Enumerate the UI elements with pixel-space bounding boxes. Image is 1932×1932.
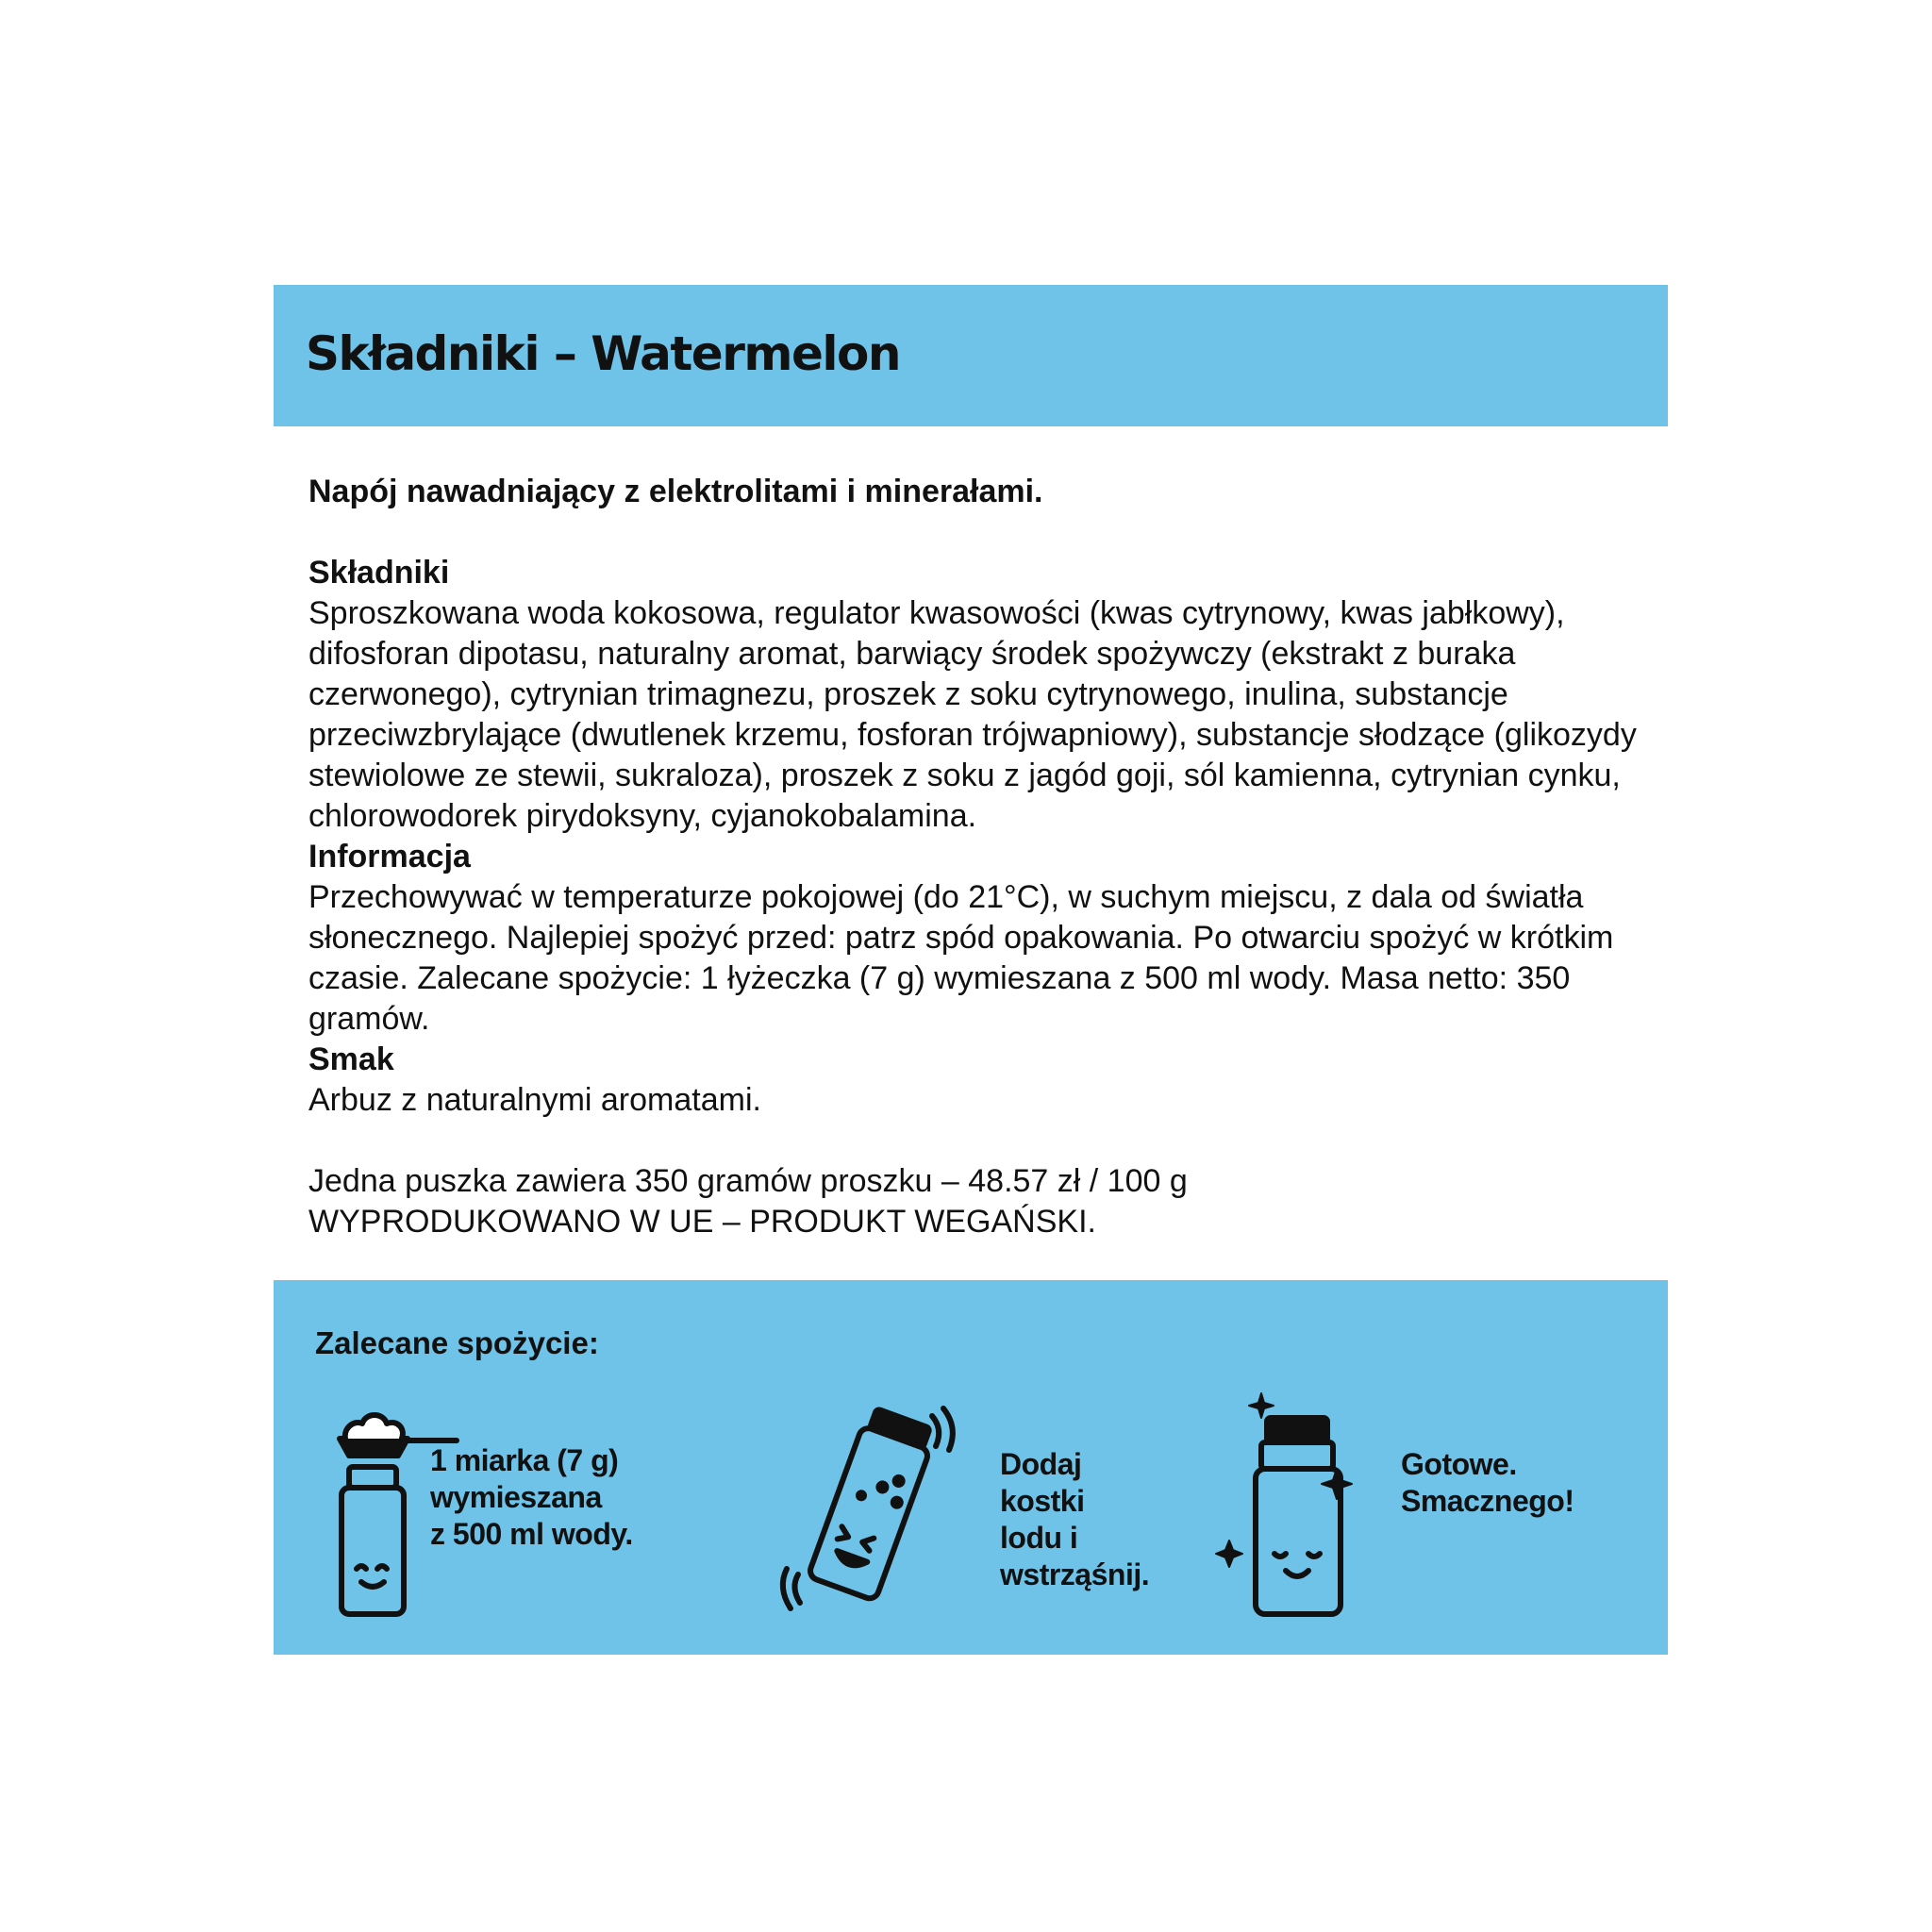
information-text: Przechowywać w temperaturze pokojowej (do 21°C), w suchym miejscu, z dala od światła słonecznego. Najlepiej spożyć przed: patrz spód opakowania. Po otwarciu spożyć w krótkim czasie. Zalecane spożycie: 1 łyżeczka (7 g) wymieszana z 500 ml wody. Masa netto: 350 gramów. — [308, 879, 1614, 1037]
ingredients-text: Sproszkowana woda kokosowa, regulator kwasowości (kwas cytrynowy, kwas jabłkowy), difosforan dipotasu, naturalny aromat, barwiący środek spożywczy (ekstrakt z buraka czerwonego), cytrynian trimagnezu, proszek z soku cytrynowego, inulina, substancje przeciwzbrylające (dwutlenek krzemu, fosforan trójwapniowy), substancje słodzące (glikozydy stewiolowe ze stewii, sukraloza), proszek z soku z jagód goji, sól kamienna, cytrynian cynku, chlorowodorek pirydoksyny, cyjanokobalamina. — [308, 595, 1637, 834]
spacer — [308, 512, 1667, 553]
usage-step-1-text: 1 miarka (7 g) wymieszana z 500 ml wody. — [430, 1443, 633, 1551]
sparkling-bottle-icon — [1212, 1393, 1382, 1620]
usage-heading: Zalecane spożycie: — [315, 1325, 599, 1360]
product-description: Napój nawadniający z elektrolitami i minerałami. — [308, 474, 1043, 509]
ingredients-heading: Składniki — [308, 555, 450, 591]
ingredients-content — [308, 472, 1667, 1242]
information-heading: Informacja — [308, 839, 471, 874]
page-title: Składniki – Watermelon — [306, 326, 900, 381]
usage-step-3-text: Gotowe. Smacznego! — [1401, 1447, 1574, 1518]
spacer — [308, 1121, 1667, 1161]
usage-step-2-text: Dodaj kostki lodu i wstrząśnij. — [1000, 1447, 1150, 1591]
usage-step-1 — [330, 1393, 708, 1639]
usage-band — [274, 1280, 1668, 1655]
package-info: Jedna puszka zawiera 350 gramów proszku – 48.57 zł / 100 g — [308, 1163, 1188, 1199]
header-band — [274, 285, 1668, 426]
usage-step-3 — [1212, 1393, 1608, 1639]
taste-text: Arbuz z naturalnymi aromatami. — [308, 1082, 761, 1118]
taste-heading: Smak — [308, 1041, 394, 1077]
origin-info: WYPRODUKOWANO W UE – PRODUKT WEGAŃSKI. — [308, 1204, 1096, 1240]
shaking-bottle-icon — [774, 1393, 962, 1620]
usage-step-2 — [774, 1393, 1151, 1639]
